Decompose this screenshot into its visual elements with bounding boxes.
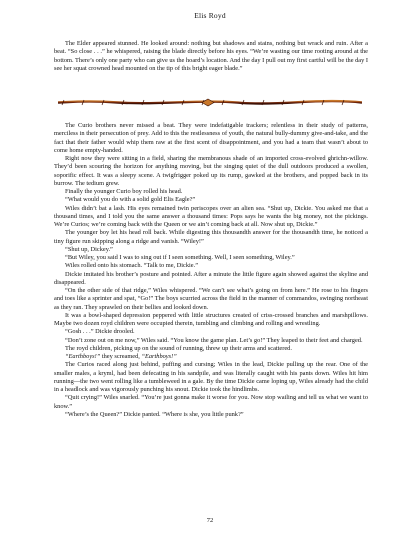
paragraph: The royd children, picking up on the sound of running, threw up their arms and scattered. — [65, 344, 292, 352]
paragraph: Finally the younger Curio boy rolled his head. — [65, 188, 183, 195]
italic-paragraph — [54, 353, 368, 361]
paragraph: The Curio brothers never missed a beat. They were indefatigable trackers; relentless in their study of patterns, merciless in their persecution of prey. Add to this the restlessness of youth, the natural bully-dummy give-and-take, and the fact that their father would whip them raw at the first scent of disappointment, and you had a team that wasn’t about to come home empty-handed. — [54, 122, 368, 154]
paragraph: Wiles didn’t bat a lash. His eyes remained twin periscopes over an alien sea. “Shut up, Dickie. You asked me that a thousand times, and I told you the same answer a thousand times: Pops says he wants the big money, not the pickings. We’re Curios; we’re coming back with the Queen or we ain’t coming back at all. Now shut up, Dickie.” — [54, 204, 368, 228]
paragraph: The Curios raced along just behind, puffing and cursing; Wiles in the lead, Dickie pulling up the rear. One of the smaller males, a kryml, had been defecating in his sandpile, and was literally caught with his pants down. Wiles hit him running—the two went rolling like a tumbleweed in a gale. By the time Dickie came loping up, Wiles already had the child in a headlock and was vigorously punching his snout. Dickie took the hindlimbs. — [54, 361, 368, 393]
ornamental-divider-icon — [58, 98, 362, 107]
italic-quote: “Earthboys!” — [65, 353, 101, 360]
page-number: 72 — [206, 517, 214, 524]
paragraph: “Where’s the Queen?” Dickie panted. “Where is she, you little punk?” — [65, 410, 244, 418]
paragraph: “Don’t zone out on me now,” Wiles said. “You know the game plan. Let’s go!” They leaped to their feet and charged. — [65, 336, 363, 344]
paragraph: Dickie imitated his brother’s posture and pointed. After a minute the little figure again showed against the skyline and disappeared. — [54, 270, 368, 286]
paragraph: Wiles rolled onto his stomach. “Talk to me, Dickie.” — [65, 262, 199, 270]
paragraph: “Quit crying!” Wiles snarled. “You’re just gonna make it worse for you. Now stop wailing and tell us what we want to know.” — [54, 394, 368, 410]
paragraph: “Shut up, Dickey.” — [65, 245, 113, 253]
paragraph: “Gosh . . .” Dickie drooled. — [65, 328, 135, 336]
running-head: Elis Royd — [194, 11, 226, 20]
paragraph: “What would you do with a solid gold Elis Eagle?” — [65, 196, 196, 204]
paragraph: “On the other side of that ridge,” Wiles whispered. “We can’t see what’s going on from here.” He rose to his fingers and toes like a sprinter and spat, “Go!” The boys scurried across the field in the manner of commandos, swinging northeast as they ran. They sprawled on their bellies and looked down. — [54, 287, 368, 311]
paragraph: “But Wiley, you said I was to sing out if I seen something. Well, I seen something, Wiley.” — [65, 254, 295, 261]
paragraph: The Elder appeared stunned. He looked around: nothing but shadows and stains, nothing but wrack and ruin. After a beat. “So close . . .” he whispered, raising the blade directly before his eyes. “We’re wasting our time rooting around at the bottom. There’s only one party who can give us the hoard’s location. And the day I pull out my first cartful will be the day I see her squat crowned head mounted on the tip of this bright eager blade.” — [54, 40, 368, 72]
italic-quote: “Earthboys!” — [141, 353, 177, 360]
paragraph: Right now they were sitting in a field, sharing the membranous shade of an imported cross-evolved ghrichn-willow. They’d been scouring the horizon for anything moving, but the singing quiet of the dull outdoors produced a swollen, soporific effect. It was a sleepy scene. A twigfrigger poked up its rump, gawked at the brothers, and popped back in its burrow. The tedium grew. — [54, 155, 368, 187]
main-text-block — [54, 114, 368, 419]
quote-connector: they screamed, — [100, 353, 142, 360]
paragraph: It was a bowl-shaped depression peppered with little structures created of criss-crossed branches and marshpillows. Maybe two dozen royd children were occupied therein, tumbling and climbing and rolling and wrestling. — [54, 311, 368, 327]
top-text-block — [54, 40, 368, 73]
paragraph: The younger boy let his head roll back. While digesting this thousandth answer for the thousandth time, he noticed a tiny figure run skipping along a ridge and vanish. “Wiley!” — [54, 229, 368, 245]
